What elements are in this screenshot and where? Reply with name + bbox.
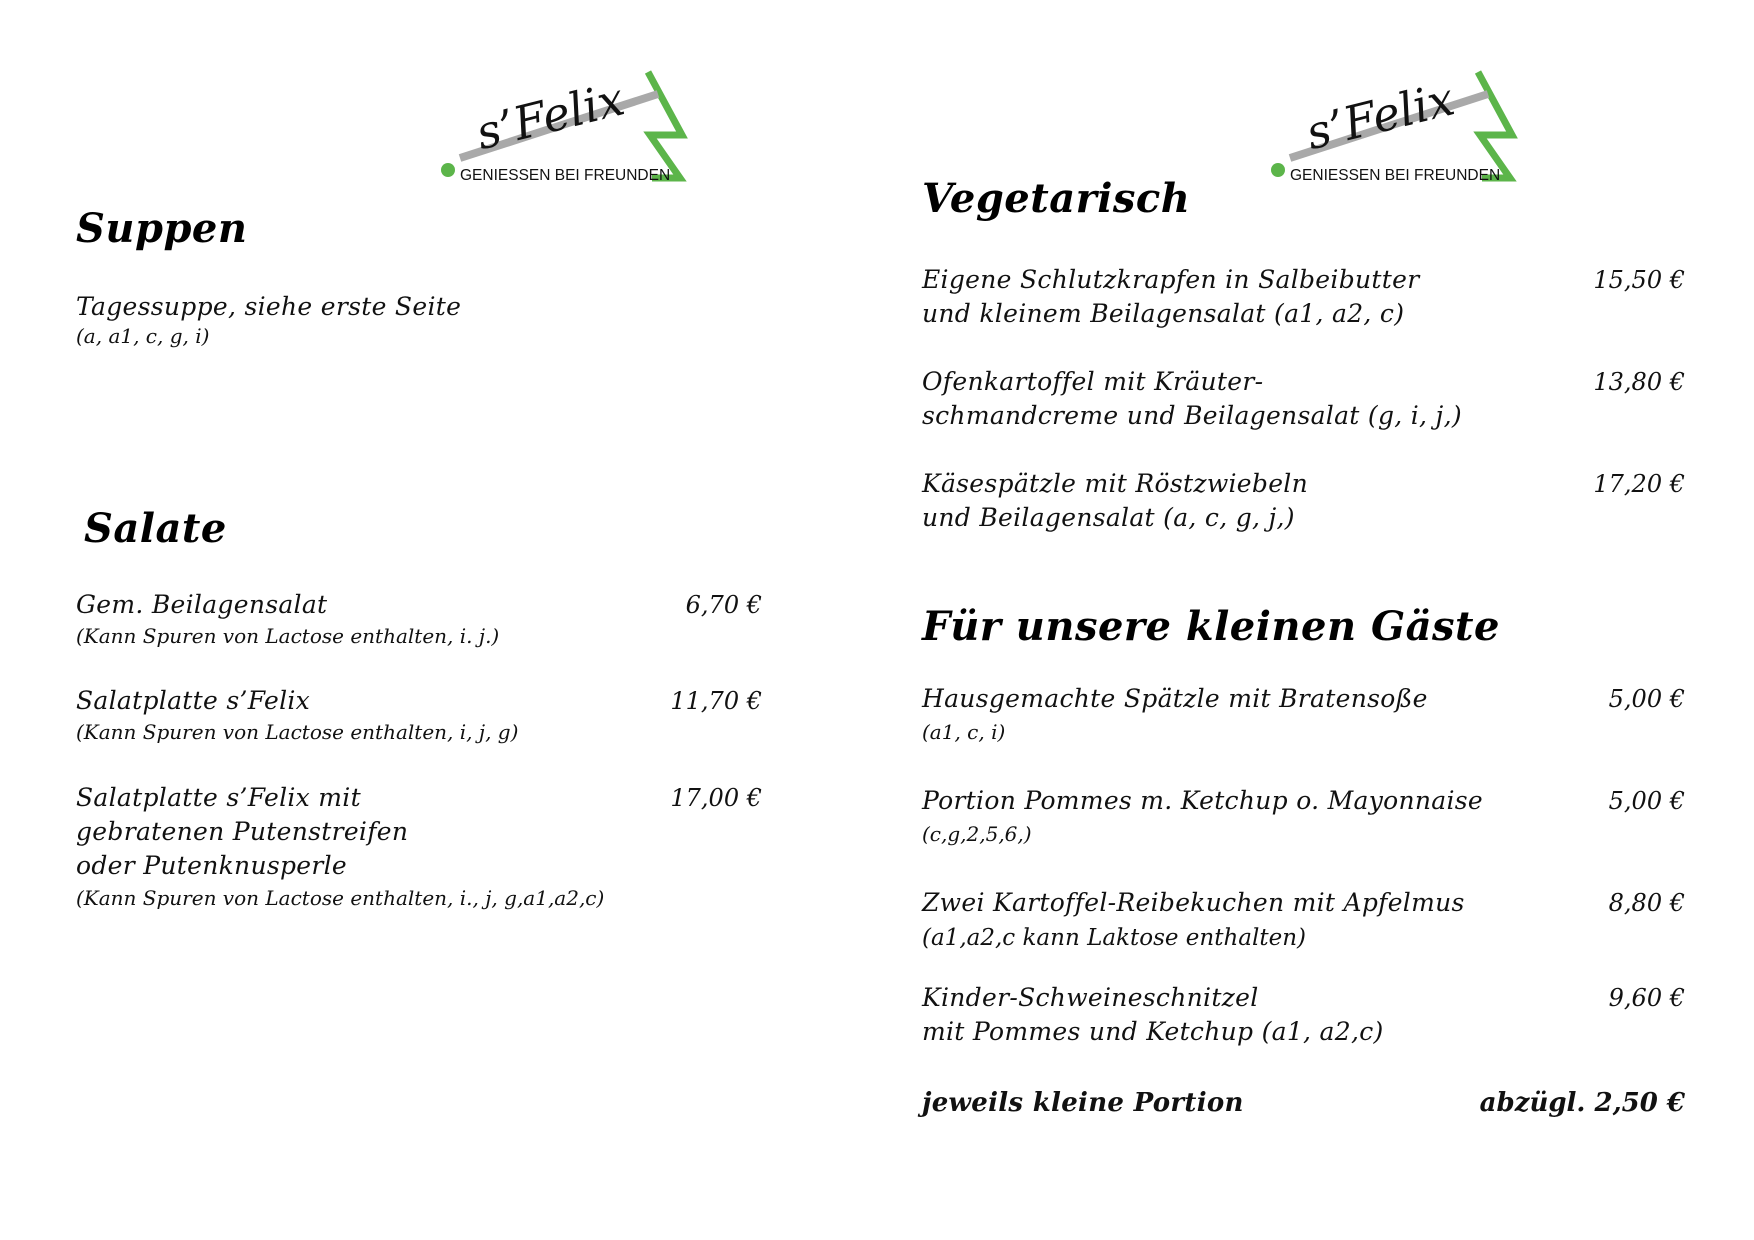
salate-item-name: gebratenen Putenstreifen — [76, 817, 409, 846]
vegetarisch-item-name: Ofenkartoffel mit Kräuter- — [922, 367, 1264, 396]
kinder-item-name: Hausgemachte Spätzle mit Bratensoße — [922, 684, 1428, 713]
salate-item-name: oder Putenknusperle — [76, 851, 348, 880]
sfelix-logo-icon — [430, 60, 730, 200]
svg-text:s’Felix: s’Felix — [1300, 71, 1460, 161]
svg-text:GENIESSEN BEI FREUNDEN: GENIESSEN BEI FREUNDEN — [460, 167, 671, 184]
kinder-item-name: Portion Pommes m. Ketchup o. Mayonnaise — [922, 786, 1484, 815]
section-title-salate: Salate — [84, 505, 227, 552]
kinder-item-name: Zwei Kartoffel-Reibekuchen mit Apfelmus — [922, 888, 1465, 917]
vegetarisch-item-name: Eigene Schlutzkrapfen in Salbeibutter — [922, 265, 1420, 294]
kinder-footer-price: abzügl. 2,50 € — [1479, 1088, 1685, 1118]
kinder-item-price: 5,00 € — [1608, 787, 1685, 815]
suppen-item-allergens: (a, a1, c, g, i) — [76, 324, 210, 348]
salate-item-name: Salatplatte s’Felix mit — [76, 783, 361, 812]
vegetarisch-item-name: und Beilagensalat (a, c, g, j,) — [922, 503, 1295, 532]
sfelix-logo-icon — [1260, 60, 1560, 200]
suppen-item-name: Tagessuppe, siehe erste Seite — [76, 292, 462, 321]
vegetarisch-item-name: und kleinem Beilagensalat (a1, a2, c) — [922, 299, 1405, 328]
kinder-item-name: Kinder-Schweineschnitzel — [922, 983, 1259, 1012]
kinder-item-note: (a1, c, i) — [922, 720, 1006, 744]
kinder-item-price: 8,80 € — [1608, 889, 1685, 917]
vegetarisch-item-price: 15,50 € — [1593, 266, 1685, 294]
kinder-item-price: 5,00 € — [1608, 685, 1685, 713]
logo-right — [1260, 60, 1560, 200]
salate-item-name: Gem. Beilagensalat — [76, 590, 328, 619]
logo-left — [430, 60, 730, 200]
section-title-kinder: Für unsere kleinen Gäste — [922, 603, 1500, 650]
kinder-item-price: 9,60 € — [1608, 984, 1685, 1012]
salate-item-note: (Kann Spuren von Lactose enthalten, i, j, g) — [76, 720, 519, 744]
salate-item-price: 11,70 € — [670, 687, 762, 715]
vegetarisch-item-price: 13,80 € — [1593, 368, 1685, 396]
vegetarisch-item-name: Käsespätzle mit Röstzwiebeln — [922, 469, 1308, 498]
salate-item-price: 17,00 € — [670, 784, 762, 812]
salate-item-note: (Kann Spuren von Lactose enthalten, i. j.) — [76, 624, 500, 648]
vegetarisch-item-price: 17,20 € — [1593, 470, 1685, 498]
section-title-suppen: Suppen — [76, 205, 248, 252]
section-title-vegetarisch: Vegetarisch — [922, 175, 1191, 222]
salate-item-price: 6,70 € — [685, 591, 762, 619]
kinder-item-note: (a1,a2,c kann Laktose enthalten) — [922, 925, 1306, 951]
vegetarisch-item-name: schmandcreme und Beilagensalat (g, i, j,) — [922, 401, 1462, 430]
svg-text:s’Felix: s’Felix — [470, 71, 630, 161]
kinder-item-note: (c,g,2,5,6,) — [922, 822, 1032, 846]
salate-item-note: (Kann Spuren von Lactose enthalten, i., j, g,a1,a2,c) — [76, 886, 605, 910]
kinder-item-name: mit Pommes und Ketchup (a1, a2,c) — [922, 1017, 1384, 1046]
svg-text:GENIESSEN BEI FREUNDEN: GENIESSEN BEI FREUNDEN — [1290, 167, 1501, 184]
salate-item-name: Salatplatte s’Felix — [76, 686, 311, 715]
kinder-footer-label: jeweils kleine Portion — [922, 1088, 1244, 1118]
